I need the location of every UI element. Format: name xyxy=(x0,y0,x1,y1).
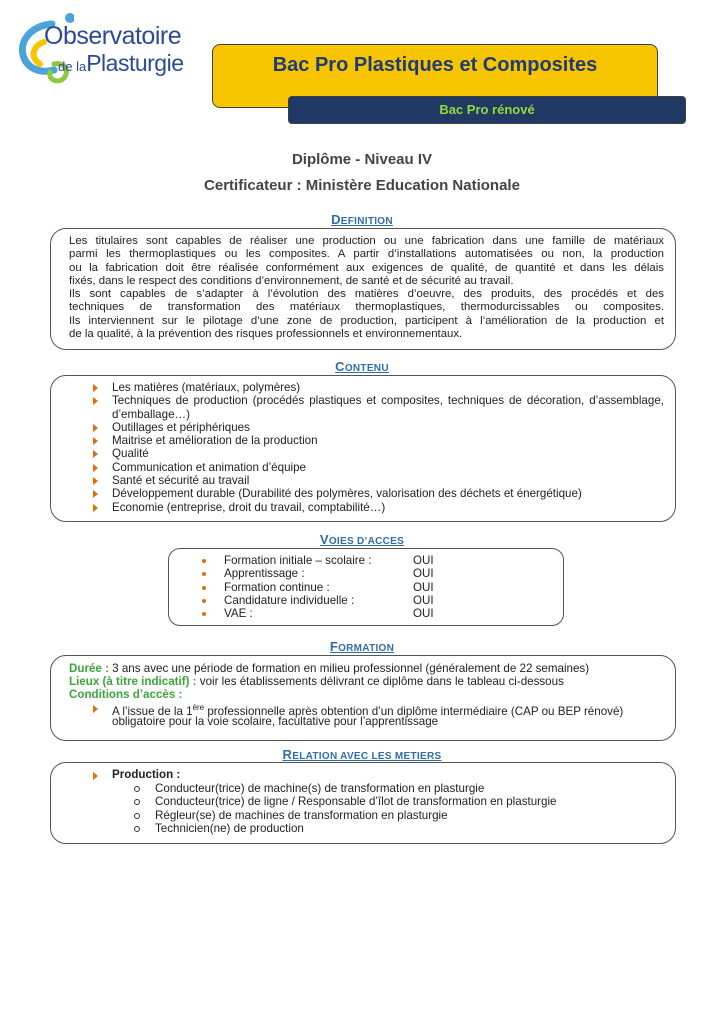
bullet-dot-icon xyxy=(202,599,206,603)
list-item-text: Les matières (matériaux, polymères) xyxy=(112,381,301,394)
relation-heading: Production : xyxy=(112,768,181,781)
list-item-text: Outillages et périphériques xyxy=(112,420,250,434)
bullet-circle-icon xyxy=(134,786,140,792)
section-title-contenu: CONTENU xyxy=(335,359,389,374)
list-item xyxy=(91,474,664,487)
voies-label: Formation continue : xyxy=(224,580,330,594)
voies-value: OUI xyxy=(413,607,434,621)
definition-line: Les titulaires sont capables de réaliser une production ou une fabrication dans une famille de matériaux xyxy=(69,235,664,247)
bullet-triangle-icon xyxy=(93,384,98,392)
bullet-triangle-icon xyxy=(93,397,98,405)
voies-label: VAE : xyxy=(224,607,253,621)
bullet-circle-icon xyxy=(134,826,140,832)
bullet-triangle-icon xyxy=(93,464,98,472)
bullet-triangle-icon xyxy=(93,450,98,458)
definition-line: parmi les thermoplastiques ou les composites. A partir d’installations automatisées ou non, la production xyxy=(69,248,664,261)
subtitle-banner xyxy=(288,96,686,124)
list-item-text: Santé et sécurité au travail xyxy=(112,474,250,488)
list-item xyxy=(91,421,664,434)
list-item-text: Techniques de production (procédés plastiques et composites, techniques de décoration, d’assemblage, d’emballage…) xyxy=(112,394,664,421)
contenu-list xyxy=(91,381,664,514)
list-item-text: Qualité xyxy=(112,447,149,461)
page-title: Bac Pro Plastiques et Composites xyxy=(272,54,598,76)
bullet-dot-icon xyxy=(202,586,206,590)
voies-value: OUI xyxy=(413,580,434,594)
bullet-dot-icon xyxy=(202,559,206,563)
section-title-definition: DEFINITION xyxy=(331,212,393,227)
list-item xyxy=(91,501,664,514)
formation-duree: Durée : 3 ans avec une période de formation en milieu professionnel (généralement de 22 semaines) xyxy=(69,662,590,675)
voies-label: Formation initiale – scolaire : xyxy=(224,554,372,567)
formation-conditions-label: Conditions d’accès : xyxy=(69,688,183,701)
list-item xyxy=(91,487,664,500)
voies-value: OUI xyxy=(413,593,434,607)
bullet-circle-icon xyxy=(134,813,140,819)
formation-conditions-line1: A l’issue de la 1ère professionnelle après obtention d’un diplôme intermédiaire (CAP ou BEP rénové) xyxy=(112,703,624,718)
definition-text xyxy=(69,235,664,341)
job-item: Technicien(ne) de production xyxy=(155,821,304,835)
logo-text-observatoire: Observatoire xyxy=(44,22,182,50)
definition-line: fixés, dans le respect des conditions d’environnement, de santé et de sécurité au travail. xyxy=(69,274,514,287)
definition-line: ou la fabrication doit être réalisée conformément aux exigences de qualité, de quantité et dans les délais xyxy=(69,261,664,274)
observatoire-logo xyxy=(14,12,184,84)
list-item-text: Développement durable (Durabilité des polymères, valorisation des déchets et énergétique) xyxy=(112,487,582,501)
subtitle: Bac Pro rénové xyxy=(439,102,535,117)
definition-line: techniques de transformation des matériaux thermoplastiques, thermodurcissables ou composites. xyxy=(69,301,664,314)
voies-label: Apprentissage : xyxy=(224,567,305,581)
section-title-relation: RELATION AVEC LES METIERS xyxy=(282,747,442,762)
voies-value: OUI xyxy=(413,554,434,567)
formation-conditions-line2: obligatoire pour la voie scolaire, facultative pour l’apprentissage xyxy=(112,715,439,728)
job-item: Conducteur(trice) de ligne / Responsable d’îlot de transformation en plasturgie xyxy=(155,795,557,809)
bullet-triangle-icon xyxy=(93,477,98,485)
section-title-formation: FORMATION xyxy=(329,639,395,654)
voies-label: Candidature individuelle : xyxy=(224,593,355,607)
bullet-triangle-icon xyxy=(93,772,98,780)
voies-value: OUI xyxy=(413,567,434,581)
job-item: Conducteur(trice) de machine(s) de transformation en plasturgie xyxy=(155,782,485,795)
list-item-text: Maitrise et amélioration de la production xyxy=(112,434,318,448)
list-item-text: Communication et animation d’équipe xyxy=(112,460,306,474)
definition-line: de la qualité, à la prévention des risques professionnels et environnementaux. xyxy=(69,328,463,341)
definition-line: Ils interviennent sur le pilotage d’une zone de production, participent à l’amélioration de la production et xyxy=(69,314,664,327)
list-item xyxy=(91,447,664,460)
list-item xyxy=(91,461,664,474)
list-item xyxy=(91,434,664,447)
certifier: Certificateur : Ministère Education Nationale xyxy=(204,177,520,194)
bullet-triangle-icon xyxy=(93,705,98,713)
list-item-text: Economie (entreprise, droit du travail, comptabilité…) xyxy=(112,500,386,514)
bullet-triangle-icon xyxy=(93,490,98,498)
list-item xyxy=(91,394,664,421)
diploma-level: Diplôme - Niveau IV xyxy=(291,151,433,168)
bullet-triangle-icon xyxy=(93,424,98,432)
bullet-triangle-icon xyxy=(93,504,98,512)
section-title-voies: VOIES D’ACCES xyxy=(319,532,405,547)
logo-text-plasturgie: de laPlasturgie xyxy=(58,50,184,76)
formation-lieux: Lieux (à titre indicatif) : voir les établissements délivrant ce diplôme dans le tableau ci-dessous xyxy=(69,675,564,688)
job-item: Régleur(se) de machines de transformation en plasturgie xyxy=(155,808,448,822)
bullet-triangle-icon xyxy=(93,437,98,445)
list-item xyxy=(91,381,664,394)
definition-line: Ils sont capables de s’adapter à l’évolution des matières d’oeuvre, des produits, des procédés et des xyxy=(69,288,664,301)
